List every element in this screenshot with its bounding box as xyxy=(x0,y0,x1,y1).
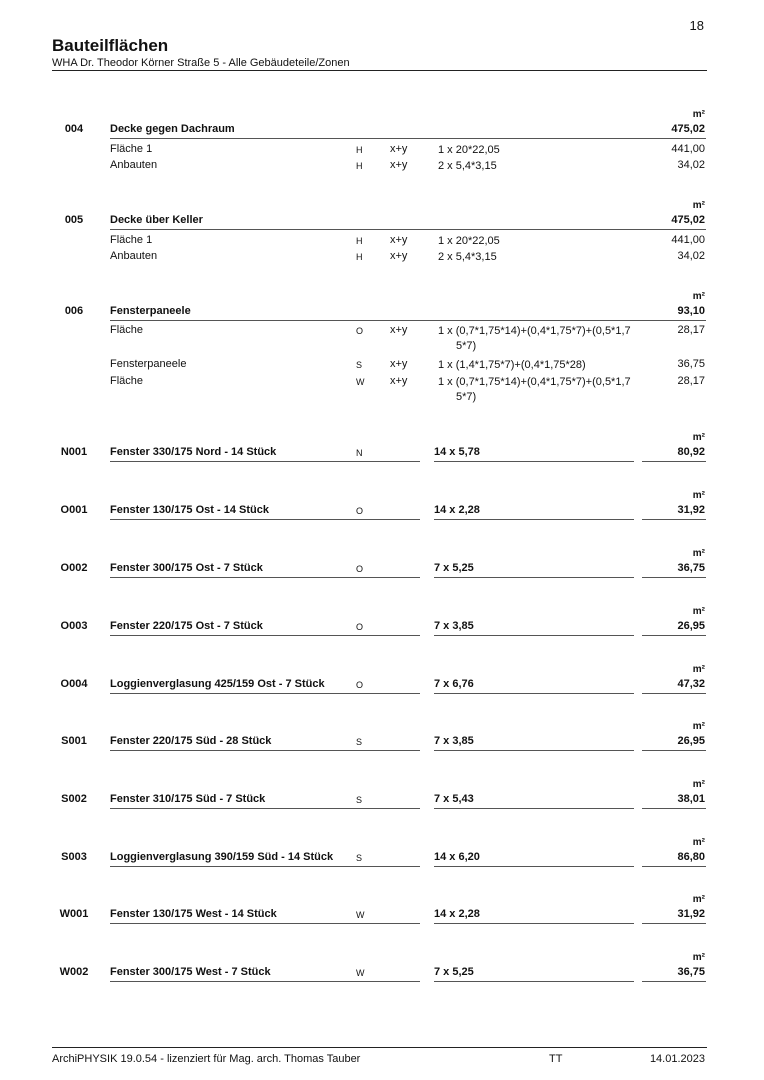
component-code: N001 xyxy=(60,446,88,458)
page-number: 18 xyxy=(689,18,704,33)
component-name: Fenster 130/175 West - 14 Stück xyxy=(110,908,277,920)
calc-underline xyxy=(434,750,634,751)
row-orientation: H xyxy=(356,252,363,262)
component-name: Fenster 300/175 Ost - 7 Stück xyxy=(110,562,263,574)
name-underline xyxy=(110,461,420,462)
component-name: Fenster 130/175 Ost - 14 Stück xyxy=(110,504,269,516)
component-total: 31,92 xyxy=(677,504,705,516)
footer-software: ArchiPHYSIK 19.0.54 - lizenziert für Mag. arch. Thomas Tauber xyxy=(52,1053,361,1065)
calc-underline xyxy=(434,923,634,924)
row-name: Fläche 1 xyxy=(110,143,153,155)
name-underline xyxy=(110,519,420,520)
row-name: Anbauten xyxy=(110,159,158,171)
row-operation: x+y xyxy=(390,358,408,370)
row-operation: x+y xyxy=(390,143,408,155)
calc-underline xyxy=(434,519,634,520)
component-calculation: 7 x 5,43 xyxy=(434,793,474,805)
component-calculation: 7 x 5,25 xyxy=(434,562,474,574)
row-orientation: H xyxy=(356,161,363,171)
row-value: 34,02 xyxy=(677,159,705,171)
unit-label: m² xyxy=(692,837,705,848)
component-total: 475,02 xyxy=(671,214,705,226)
component-code: O001 xyxy=(60,504,88,516)
component-calculation: 7 x 6,76 xyxy=(434,678,474,690)
unit-label: m² xyxy=(692,721,705,732)
component-code: S002 xyxy=(61,793,87,805)
row-orientation: H xyxy=(356,236,363,246)
total-underline xyxy=(642,693,706,694)
component-name: Fenster 220/175 Ost - 7 Stück xyxy=(110,620,263,632)
section-underline xyxy=(110,320,706,321)
component-code: O002 xyxy=(60,562,88,574)
total-underline xyxy=(642,981,706,982)
row-formula: 1 x 20*22,05 xyxy=(438,235,500,247)
component-orientation: S xyxy=(356,795,363,805)
calc-underline xyxy=(434,866,634,867)
component-code: W002 xyxy=(59,966,89,978)
row-operation: x+y xyxy=(390,234,408,246)
component-code: 004 xyxy=(64,123,84,135)
row-value: 441,00 xyxy=(671,234,705,246)
component-code: O003 xyxy=(60,620,88,632)
component-total: 26,95 xyxy=(677,620,705,632)
formula-line-continued: 5*7) xyxy=(456,391,477,403)
name-underline xyxy=(110,808,420,809)
unit-label: m² xyxy=(692,432,705,443)
section-underline xyxy=(110,138,706,139)
total-underline xyxy=(642,138,706,139)
component-code: S003 xyxy=(61,851,87,863)
unit-label: m² xyxy=(692,664,705,675)
component-name: Fenster 310/175 Süd - 7 Stück xyxy=(110,793,266,805)
name-underline xyxy=(110,693,420,694)
component-calculation: 7 x 3,85 xyxy=(434,620,474,632)
total-underline xyxy=(642,229,706,230)
name-underline xyxy=(110,635,420,636)
name-underline xyxy=(110,923,420,924)
row-value: 34,02 xyxy=(677,250,705,262)
row-value: 28,17 xyxy=(677,324,705,336)
row-name: Fläche xyxy=(110,324,144,336)
component-name: Loggienverglasung 425/159 Ost - 7 Stück xyxy=(110,678,325,690)
footer-divider xyxy=(52,1047,707,1048)
component-orientation: N xyxy=(356,448,363,458)
page-title: Bauteilflächen xyxy=(52,36,169,55)
component-total: 31,92 xyxy=(677,908,705,920)
row-operation: x+y xyxy=(390,250,408,262)
component-orientation: W xyxy=(356,968,365,978)
row-operation: x+y xyxy=(390,375,408,387)
component-orientation: O xyxy=(356,564,364,574)
section-underline xyxy=(110,229,706,230)
component-name: Decke über Keller xyxy=(110,214,203,226)
total-underline xyxy=(642,577,706,578)
unit-label: m² xyxy=(692,291,705,302)
row-formula: 2 x 5,4*3,15 xyxy=(438,160,497,172)
component-calculation: 14 x 6,20 xyxy=(434,851,480,863)
unit-label: m² xyxy=(692,606,705,617)
unit-label: m² xyxy=(692,548,705,559)
row-orientation: W xyxy=(356,377,365,387)
component-total: 86,80 xyxy=(677,851,705,863)
formula-line: 1 x (0,7*1,75*14)+(0,4*1,75*7)+(0,5*1,7 xyxy=(438,376,631,388)
row-orientation: O xyxy=(356,326,364,336)
component-code: O004 xyxy=(60,678,88,690)
name-underline xyxy=(110,577,420,578)
row-formula: 2 x 5,4*3,15 xyxy=(438,251,497,263)
total-underline xyxy=(642,519,706,520)
component-orientation: S xyxy=(356,737,363,747)
calc-underline xyxy=(434,635,634,636)
component-total: 93,10 xyxy=(677,305,705,317)
footer-date: 14.01.2023 xyxy=(649,1053,705,1065)
total-underline xyxy=(642,320,706,321)
component-total: 47,32 xyxy=(677,678,705,690)
row-value: 28,17 xyxy=(677,375,705,387)
component-calculation: 7 x 5,25 xyxy=(434,966,474,978)
total-underline xyxy=(642,461,706,462)
unit-label: m² xyxy=(692,109,705,120)
component-total: 475,02 xyxy=(671,123,705,135)
component-name: Decke gegen Dachraum xyxy=(110,123,235,135)
row-name: Fläche xyxy=(110,375,144,387)
footer-initials: TT xyxy=(549,1053,563,1065)
calc-underline xyxy=(434,981,634,982)
formula-line-continued: 5*7) xyxy=(456,340,477,352)
component-total: 38,01 xyxy=(677,793,705,805)
component-orientation: O xyxy=(356,680,364,690)
unit-label: m² xyxy=(692,779,705,790)
component-name: Fenster 330/175 Nord - 14 Stück xyxy=(110,446,277,458)
total-underline xyxy=(642,750,706,751)
calc-underline xyxy=(434,461,634,462)
row-orientation: S xyxy=(356,360,363,370)
header-divider xyxy=(52,70,707,71)
row-orientation: H xyxy=(356,145,363,155)
total-underline xyxy=(642,923,706,924)
component-calculation: 14 x 2,28 xyxy=(434,504,480,516)
component-orientation: S xyxy=(356,853,363,863)
calc-underline xyxy=(434,808,634,809)
row-name: Anbauten xyxy=(110,250,158,262)
unit-label: m² xyxy=(692,894,705,905)
component-total: 36,75 xyxy=(677,966,705,978)
component-code: 005 xyxy=(64,214,84,226)
total-underline xyxy=(642,808,706,809)
component-name: Loggienverglasung 390/159 Süd - 14 Stück xyxy=(110,851,334,863)
calc-underline xyxy=(434,577,634,578)
name-underline xyxy=(110,750,420,751)
row-value: 441,00 xyxy=(671,143,705,155)
row-name: Fensterpaneele xyxy=(110,358,187,370)
unit-label: m² xyxy=(692,200,705,211)
total-underline xyxy=(642,635,706,636)
component-code: S001 xyxy=(61,735,87,747)
component-name: Fensterpaneele xyxy=(110,305,191,317)
component-code: W001 xyxy=(59,908,89,920)
formula-line: 1 x (0,7*1,75*14)+(0,4*1,75*7)+(0,5*1,7 xyxy=(438,325,631,337)
row-operation: x+y xyxy=(390,324,408,336)
component-calculation: 7 x 3,85 xyxy=(434,735,474,747)
component-calculation: 14 x 5,78 xyxy=(434,446,480,458)
row-name: Fläche 1 xyxy=(110,234,153,246)
total-underline xyxy=(642,866,706,867)
component-calculation: 14 x 2,28 xyxy=(434,908,480,920)
name-underline xyxy=(110,981,420,982)
unit-label: m² xyxy=(692,490,705,501)
component-total: 80,92 xyxy=(677,446,705,458)
row-operation: x+y xyxy=(390,159,408,171)
calc-underline xyxy=(434,693,634,694)
unit-label: m² xyxy=(692,952,705,963)
component-orientation: W xyxy=(356,910,365,920)
row-value: 36,75 xyxy=(677,358,705,370)
component-orientation: O xyxy=(356,622,364,632)
name-underline xyxy=(110,866,420,867)
component-total: 26,95 xyxy=(677,735,705,747)
component-orientation: O xyxy=(356,506,364,516)
component-name: Fenster 300/175 West - 7 Stück xyxy=(110,966,271,978)
page-subtitle: WHA Dr. Theodor Körner Straße 5 - Alle Gebäudeteile/Zonen xyxy=(52,57,350,69)
component-total: 36,75 xyxy=(677,562,705,574)
component-code: 006 xyxy=(64,305,84,317)
component-name: Fenster 220/175 Süd - 28 Stück xyxy=(110,735,272,747)
row-formula: 1 x 20*22,05 xyxy=(438,144,500,156)
row-formula: 1 x (1,4*1,75*7)+(0,4*1,75*28) xyxy=(438,359,586,371)
